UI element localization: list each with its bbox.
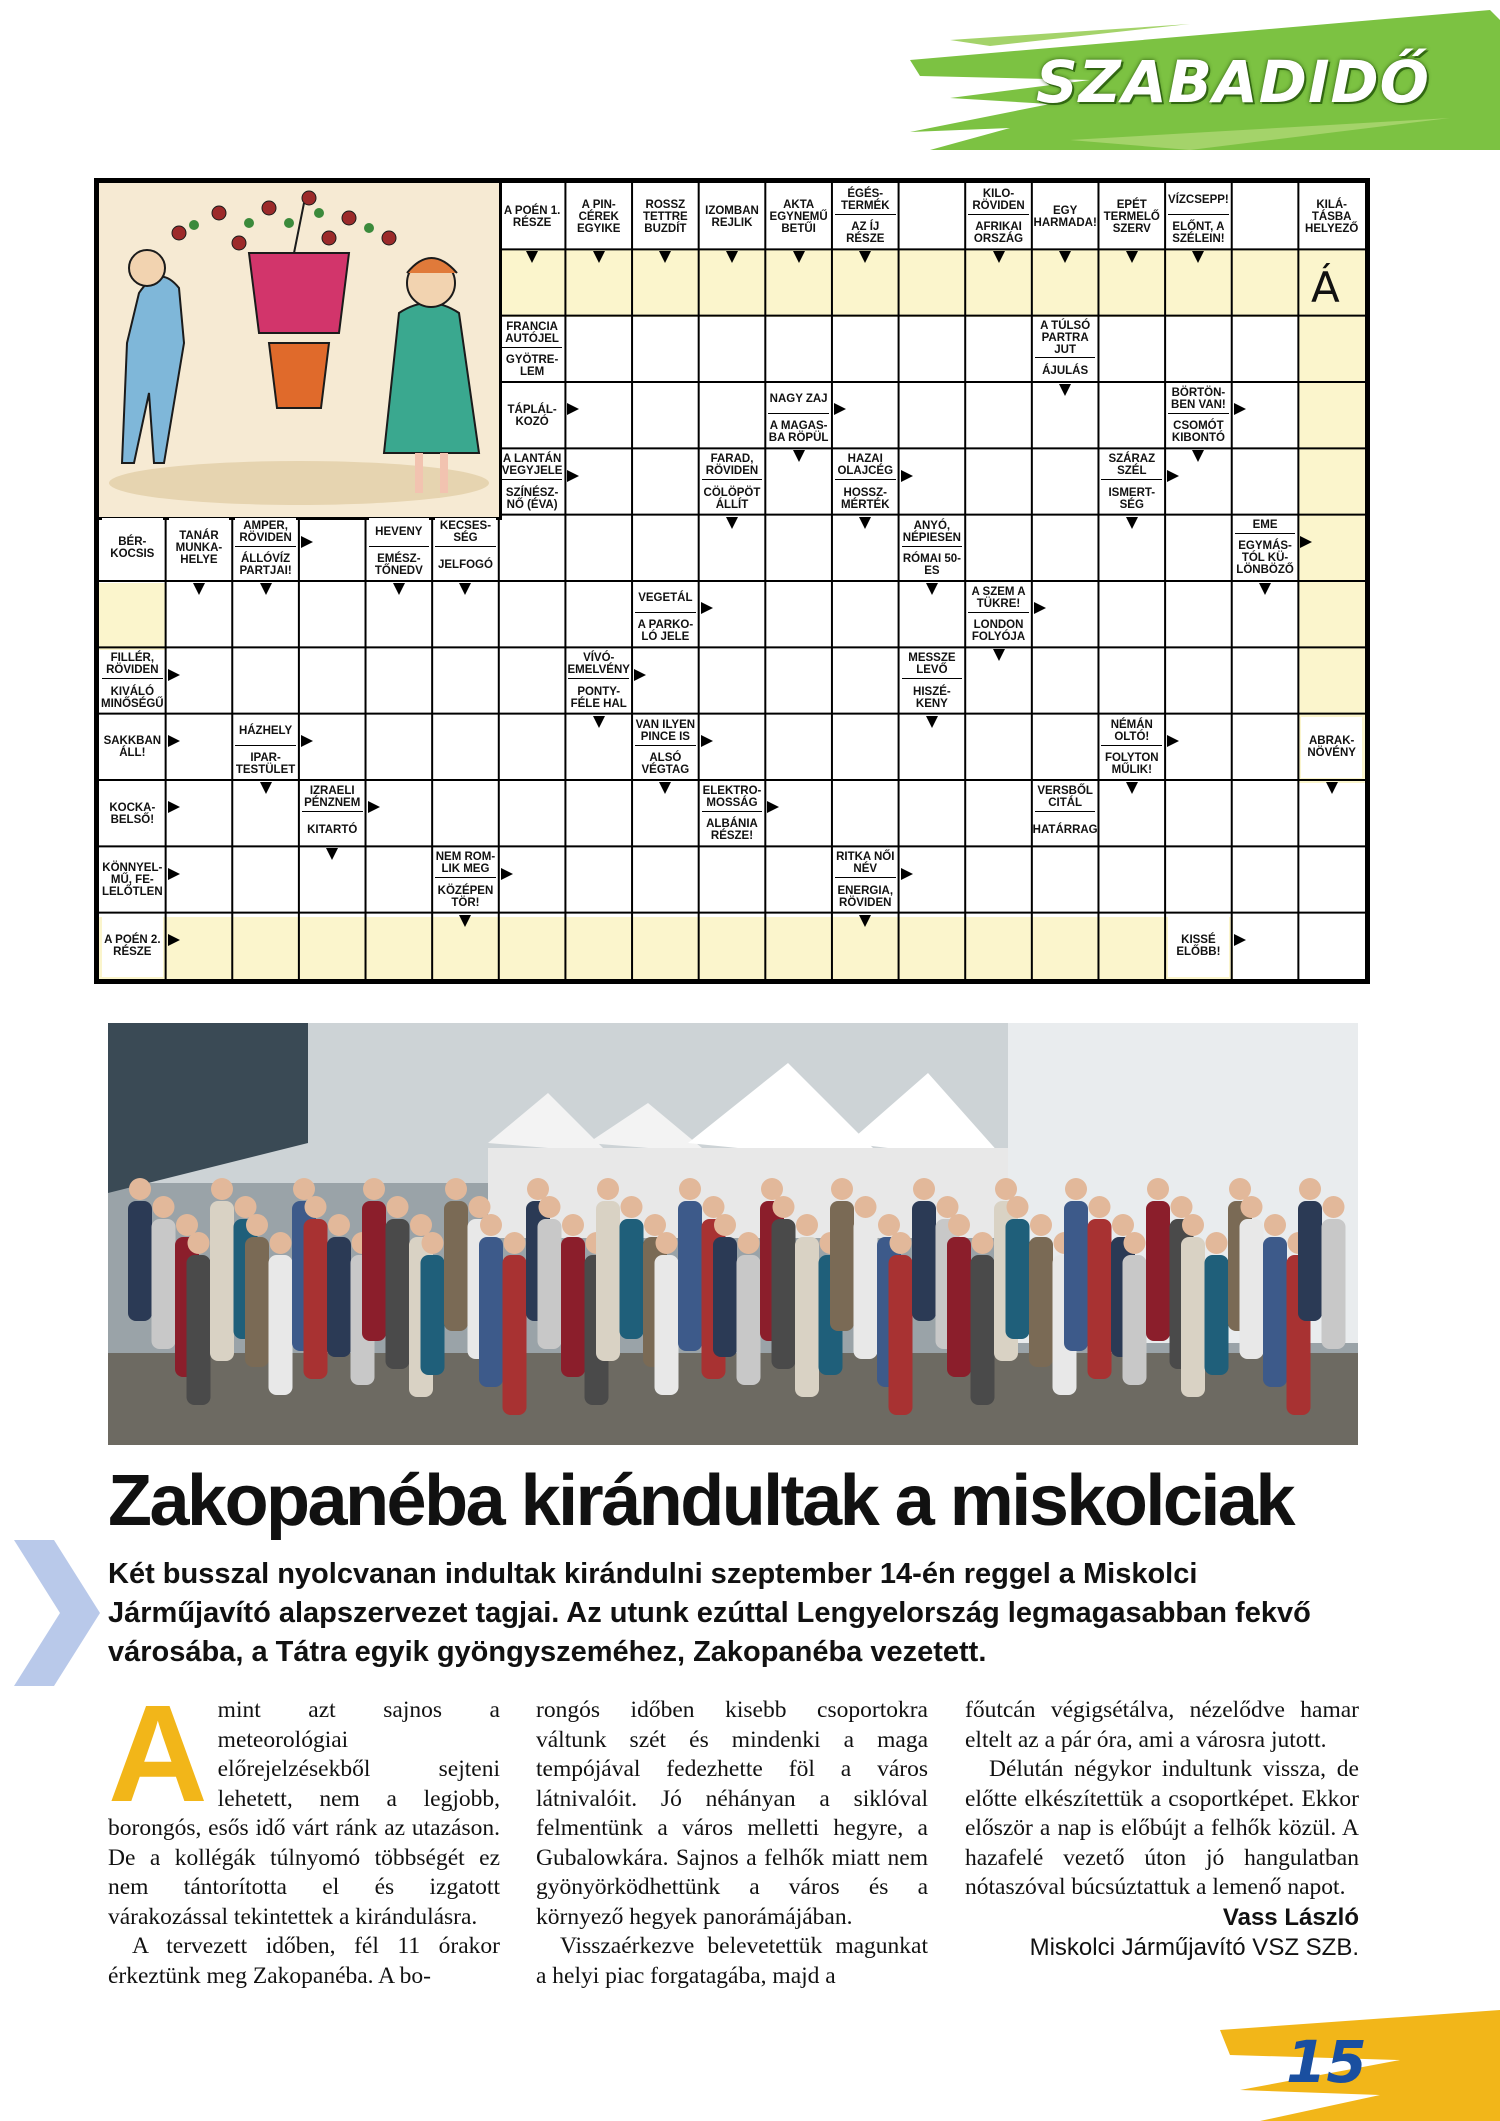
- clue-cell: SAKKBAN ÁLL!: [102, 717, 163, 778]
- person-head: [328, 1214, 350, 1236]
- person-figure: [245, 1237, 269, 1367]
- clue-cell: HAZAI OLAJCÉG: [835, 451, 896, 480]
- right-arrow-icon: [168, 801, 180, 813]
- person-head: [270, 1232, 292, 1254]
- clue-cell: TÁPLÁL-KOZÓ: [502, 385, 563, 446]
- clue-cell: ANYÓ, NÉPIESEN: [902, 518, 963, 547]
- clue-cell: GYÖTRE-LEM: [502, 352, 563, 380]
- person-head: [1264, 1214, 1286, 1236]
- article-column-1: [108, 1677, 500, 1991]
- person-head: [1124, 1232, 1146, 1254]
- clue-cell: EPÉT TERMELŐ SZERV: [1101, 186, 1162, 247]
- right-arrow-icon: [1300, 536, 1312, 548]
- right-arrow-icon: [767, 801, 779, 813]
- person-figure: [503, 1255, 527, 1415]
- person-head: [504, 1232, 526, 1254]
- clue-cell: ABRAK-NÖVÉNY: [1301, 717, 1362, 778]
- down-arrow-icon: [793, 450, 805, 462]
- person-head: [129, 1178, 151, 1200]
- person-head: [890, 1232, 912, 1254]
- person-figure: [1181, 1237, 1205, 1397]
- person-figure: [889, 1255, 913, 1415]
- person-head: [1323, 1196, 1345, 1218]
- right-arrow-icon: [1167, 470, 1179, 482]
- clue-cell: AFRIKAI ORSZÁG: [968, 219, 1029, 247]
- clue-cell: NÉMÁN OLTÓ!: [1101, 717, 1162, 746]
- person-head: [539, 1196, 561, 1218]
- right-arrow-icon: [1234, 403, 1246, 415]
- person-head: [714, 1214, 736, 1236]
- person-figure: [1298, 1201, 1322, 1321]
- person-head: [679, 1178, 701, 1200]
- clue-cell: A SZEM A TÜKRE!: [968, 584, 1029, 613]
- clue-cell: EGYMÁS-TÓL KÜ-LÖNBÖZŐ: [1235, 538, 1296, 579]
- down-arrow-icon: [1192, 251, 1204, 263]
- person-figure: [678, 1201, 702, 1351]
- clue-cell: VÍZCSEPP!: [1168, 186, 1229, 215]
- down-arrow-icon: [1126, 517, 1138, 529]
- clue-cell: HOSSZ-MÉRTÉK: [835, 485, 896, 513]
- group-photo: [108, 1023, 1358, 1445]
- clue-cell: VÍVÓ-EMELVÉNY: [568, 650, 629, 679]
- down-arrow-icon: [1259, 583, 1271, 595]
- article-paragraph: A tervezett időben, fél 11 órakor érkeztünk meg Zakopanéba. A bo-: [108, 1933, 500, 1989]
- right-arrow-icon: [567, 403, 579, 415]
- clue-cell: TANÁR MUNKA-HELYE: [169, 518, 230, 579]
- chevron-decoration: [14, 1540, 100, 1686]
- right-arrow-icon: [901, 470, 913, 482]
- down-arrow-icon: [593, 251, 605, 263]
- clue-cell: VEGETÁL: [635, 584, 696, 613]
- right-arrow-icon: [701, 735, 713, 747]
- down-arrow-icon: [459, 583, 471, 595]
- down-arrow-icon: [193, 583, 205, 595]
- right-arrow-icon: [1167, 735, 1179, 747]
- right-arrow-icon: [301, 536, 313, 548]
- article-paragraph: Délután négykor indultunk vissza, de előtte elkészítettük a csoportképet. Ekkor először a nap is előbújt a felhők közül. A hazafelé vezető úton jó hangulatban nótaszóval búcsúztattuk a lemenő napot.: [965, 1756, 1359, 1900]
- clue-cell: HATÁRRAG: [1035, 816, 1096, 844]
- clue-cell: AMPER, RÖVIDEN: [235, 518, 296, 547]
- clue-cell: SZÁRAZ SZÉL: [1101, 451, 1162, 480]
- clue-cell: A MAGAS-BA RÖPÜL: [768, 418, 829, 446]
- down-arrow-icon: [260, 583, 272, 595]
- clue-cell: ÁLLÓVÍZ PARTJAI!: [235, 551, 296, 579]
- person-figure: [479, 1237, 503, 1387]
- down-arrow-icon: [726, 251, 738, 263]
- person-figure: [444, 1201, 468, 1331]
- person-head: [562, 1214, 584, 1236]
- clue-cell: KITARTÓ: [302, 816, 363, 844]
- person-head: [1030, 1214, 1052, 1236]
- person-head: [480, 1214, 502, 1236]
- clue-cell: PONTY-FÉLE HAL: [568, 684, 629, 712]
- down-arrow-icon: [593, 716, 605, 728]
- clue-cell: RÓMAI 50-ES: [902, 551, 963, 579]
- down-arrow-icon: [393, 583, 405, 595]
- person-head: [1206, 1232, 1228, 1254]
- person-head: [855, 1196, 877, 1218]
- person-figure: [596, 1201, 620, 1361]
- right-arrow-icon: [1034, 602, 1046, 614]
- down-arrow-icon: [659, 251, 671, 263]
- article-paragraph: mint azt sajnos a meteorológiai előrejelzésekből sejteni lehetett, nem a legjobb, borongós, esős idő várt ránk az utazáson. De a kollégák túlnyomó többségét ez nem tántorította el és izgatott várakozással tekintettek a kirándulásra.: [108, 1697, 500, 1930]
- clue-cell: KOCKA-BELSŐ!: [102, 783, 163, 844]
- right-arrow-icon: [168, 669, 180, 681]
- person-head: [796, 1214, 818, 1236]
- right-arrow-icon: [368, 801, 380, 813]
- clue-cell: IPAR-TESTÜLET: [235, 750, 296, 778]
- clue-cell: A TÚLSÓ PARTRA JUT: [1035, 319, 1096, 358]
- person-figure: [561, 1237, 585, 1377]
- right-arrow-icon: [168, 934, 180, 946]
- person-head: [1007, 1196, 1029, 1218]
- person-figure: [362, 1201, 386, 1341]
- author-name: Vass László: [1222, 1903, 1359, 1931]
- author-organization: Miskolci Járműjavító VSZ SZB.: [1029, 1933, 1359, 1961]
- person-figure: [1263, 1237, 1287, 1387]
- down-arrow-icon: [859, 517, 871, 529]
- person-figure: [1029, 1237, 1053, 1367]
- clue-cell: RITKA NŐI NÉV: [835, 849, 896, 878]
- person-head: [972, 1232, 994, 1254]
- clue-cell: A POÉN 2. RÉSZE: [102, 916, 163, 977]
- down-arrow-icon: [793, 251, 805, 263]
- person-head: [1065, 1178, 1087, 1200]
- clue-cell: A PIN-CÉREK EGYIKE: [568, 186, 629, 247]
- person-head: [621, 1196, 643, 1218]
- clue-cell: KIVÁLÓ MINŐSÉGŰ: [102, 684, 163, 712]
- clue-cell: ÁJULÁS: [1035, 362, 1096, 380]
- article-author: [965, 1903, 1359, 1963]
- clue-cell: IZRAELI PÉNZNEM: [302, 783, 363, 812]
- person-figure: [1088, 1219, 1112, 1379]
- person-head: [422, 1232, 444, 1254]
- right-arrow-icon: [567, 470, 579, 482]
- right-arrow-icon: [901, 868, 913, 880]
- person-figure: [386, 1219, 410, 1369]
- article-headline: Zakopanéba kirándultak a miskolciak: [108, 1461, 1294, 1541]
- person-figure: [854, 1219, 878, 1359]
- page-number: 15: [1286, 2028, 1367, 2096]
- person-head: [597, 1178, 619, 1200]
- cartoon-illustration: [99, 183, 502, 520]
- person-head: [387, 1196, 409, 1218]
- right-arrow-icon: [168, 868, 180, 880]
- right-arrow-icon: [701, 602, 713, 614]
- person-figure: [713, 1237, 737, 1357]
- person-head: [831, 1178, 853, 1200]
- person-figure: [1146, 1201, 1170, 1341]
- right-arrow-icon: [301, 735, 313, 747]
- person-figure: [772, 1219, 796, 1369]
- person-figure: [269, 1255, 293, 1395]
- clue-cell: A POÉN 1. RÉSZE: [502, 186, 563, 247]
- drop-cap: A: [108, 1677, 208, 1831]
- clue-cell: ENERGIA, RÖVIDEN: [835, 883, 896, 911]
- person-figure: [1205, 1255, 1229, 1375]
- person-figure: [1123, 1255, 1147, 1385]
- down-arrow-icon: [1059, 384, 1071, 396]
- clue-cell: KILO-RÖVIDEN: [968, 186, 1029, 215]
- clue-cell: ÉGÉS-TERMÉK: [835, 186, 896, 215]
- person-head: [773, 1196, 795, 1218]
- person-figure: [538, 1219, 562, 1349]
- clue-cell: KÖZÉPEN TÖR!: [435, 883, 496, 911]
- person-figure: [1322, 1219, 1346, 1349]
- clue-cell: ALSÓ VÉGTAG: [635, 750, 696, 778]
- clue-cell: SZÍNÉSZ-NŐ (ÉVA): [502, 485, 563, 513]
- person-head: [363, 1178, 385, 1200]
- down-arrow-icon: [926, 583, 938, 595]
- person-figure: [737, 1255, 761, 1385]
- person-head: [1299, 1178, 1321, 1200]
- down-arrow-icon: [1192, 450, 1204, 462]
- person-figure: [327, 1237, 351, 1357]
- down-arrow-icon: [1326, 782, 1338, 794]
- clue-cell: AZ ÍJ RÉSZE: [835, 219, 896, 247]
- clue-cell: A LANTÁN VEGYJELE: [502, 451, 563, 480]
- person-figure: [128, 1201, 152, 1321]
- clue-cell: KISSÉ ELŐBB!: [1168, 916, 1229, 977]
- right-arrow-icon: [501, 868, 513, 880]
- down-arrow-icon: [459, 915, 471, 927]
- down-arrow-icon: [993, 649, 1005, 661]
- clue-cell: VERSBŐL CITÁL: [1035, 783, 1096, 812]
- person-head: [1089, 1196, 1111, 1218]
- article-column-2: [536, 1696, 928, 1991]
- clue-cell: FOLYTON MŰLIK!: [1101, 750, 1162, 778]
- down-arrow-icon: [859, 915, 871, 927]
- article-column-3: [965, 1696, 1359, 1963]
- clue-cell: CÖLÖPÖT ÁLLÍT: [702, 485, 763, 513]
- down-arrow-icon: [260, 782, 272, 794]
- person-head: [445, 1178, 467, 1200]
- person-figure: [421, 1255, 445, 1375]
- article-paragraph: főutcán végigsétálva, nézelődve hamar eltelt az a pár óra, ami a városra jutott.: [965, 1697, 1359, 1753]
- clue-cell: KÖNNYEL-MŰ, FE-LELŐTLEN: [102, 849, 163, 910]
- person-head: [1241, 1196, 1263, 1218]
- clue-cell: EMÉSZ-TŐNEDV: [369, 551, 430, 579]
- clue-cell: FARAD, RÖVIDEN: [702, 451, 763, 480]
- clue-cell: ISMERT-SÉG: [1101, 485, 1162, 513]
- person-figure: [620, 1219, 644, 1339]
- clue-cell: ROSSZ TETTRE BUZDÍT: [635, 186, 696, 247]
- clue-cell: BÖRTÖN-BEN VAN!: [1168, 385, 1229, 414]
- down-arrow-icon: [726, 517, 738, 529]
- down-arrow-icon: [1059, 251, 1071, 263]
- person-head: [656, 1232, 678, 1254]
- person-figure: [971, 1255, 995, 1405]
- down-arrow-icon: [326, 848, 338, 860]
- down-arrow-icon: [1126, 251, 1138, 263]
- clue-cell: NAGY ZAJ: [768, 385, 829, 414]
- clue-cell: VAN ILYEN PINCE IS: [635, 717, 696, 746]
- clue-cell: KILÁ-TÁSBA HELYEZŐ: [1301, 186, 1362, 247]
- clue-cell: IZOMBAN REJLIK: [702, 186, 763, 247]
- person-figure: [947, 1237, 971, 1377]
- person-figure: [304, 1219, 328, 1379]
- clue-cell: FILLÉR, RÖVIDEN: [102, 650, 163, 679]
- clue-cell: ALBÁNIA RÉSZE!: [702, 816, 763, 844]
- clue-cell: HÁZHELY: [235, 717, 296, 746]
- clue-cell: A PARKO-LÓ JELE: [635, 617, 696, 645]
- person-head: [913, 1178, 935, 1200]
- person-figure: [210, 1201, 234, 1361]
- person-head: [153, 1196, 175, 1218]
- down-arrow-icon: [926, 716, 938, 728]
- down-arrow-icon: [659, 782, 671, 794]
- clue-cell: HISZÉ-KENY: [902, 684, 963, 712]
- down-arrow-icon: [993, 251, 1005, 263]
- article-paragraph: Visszaérkezve belevetettük magunkat a helyi piac forgatagába, majd a: [536, 1933, 928, 1989]
- person-figure: [912, 1201, 936, 1321]
- person-head: [188, 1232, 210, 1254]
- clue-cell: JELFOGÓ: [435, 551, 496, 579]
- clue-cell: ELEKTRO-MOSSÁG: [702, 783, 763, 812]
- person-head: [1182, 1214, 1204, 1236]
- person-figure: [152, 1219, 176, 1349]
- person-figure: [1240, 1219, 1264, 1359]
- crossword-puzzle: [94, 178, 1370, 984]
- clue-cell: NEM ROM-LIK MEG: [435, 849, 496, 878]
- solution-letter: Á: [1311, 263, 1340, 312]
- section-title: SZABADIDŐ: [1036, 48, 1430, 116]
- clue-cell: MESSZE LEVŐ: [902, 650, 963, 679]
- clue-cell: EME: [1235, 518, 1296, 534]
- person-figure: [655, 1255, 679, 1395]
- person-figure: [1064, 1201, 1088, 1351]
- person-head: [948, 1214, 970, 1236]
- person-figure: [1006, 1219, 1030, 1339]
- clue-cell: KECSES-SÉG: [435, 518, 496, 547]
- person-figure: [830, 1201, 854, 1331]
- clue-cell: AKTA EGYNEMŰ BETŰI: [768, 186, 829, 247]
- person-head: [1147, 1178, 1169, 1200]
- clue-cell: FRANCIA AUTÓJEL: [502, 319, 563, 348]
- down-arrow-icon: [526, 251, 538, 263]
- clue-cell: CSOMÓT KIBONTÓ: [1168, 418, 1229, 446]
- down-arrow-icon: [1126, 782, 1138, 794]
- clue-cell: EGY HARMADA!: [1035, 186, 1096, 247]
- clue-cell: LONDON FOLYÓJA: [968, 617, 1029, 645]
- right-arrow-icon: [634, 669, 646, 681]
- clue-cell: ELŐNT, A SZÉLEIN!: [1168, 219, 1229, 247]
- person-head: [246, 1214, 268, 1236]
- clue-cell: BÉR-KOCSIS: [102, 518, 163, 579]
- article-lead: Két busszal nyolcvanan indultak kirándulni szeptember 14-én reggel a Miskolci Járműjavító alapszervezet tagjai. Az utunk ezúttal Lengyelország legmagasabban fekvő városába, a Tátra egyik gyöngyszeméhez, Zakopanéba vezetett.: [108, 1558, 1311, 1668]
- person-head: [211, 1178, 233, 1200]
- person-figure: [187, 1255, 211, 1405]
- right-arrow-icon: [1234, 934, 1246, 946]
- person-head: [738, 1232, 760, 1254]
- down-arrow-icon: [859, 251, 871, 263]
- article-paragraph: rongós időben kisebb csoportokra váltunk szét és mindenki a maga tempójával fedezhette föl a város látnivalóit. Jó néhányan a siklóval felmentünk a város melletti hegyre, a Gubalowkára. Sajnos a felhők miatt nem gyönyörködhettünk a város és a környező hegyek panorámájában.: [536, 1697, 928, 1930]
- right-arrow-icon: [834, 403, 846, 415]
- person-figure: [795, 1237, 819, 1397]
- right-arrow-icon: [168, 735, 180, 747]
- person-head: [305, 1196, 327, 1218]
- clue-cell: HEVENY: [369, 518, 430, 547]
